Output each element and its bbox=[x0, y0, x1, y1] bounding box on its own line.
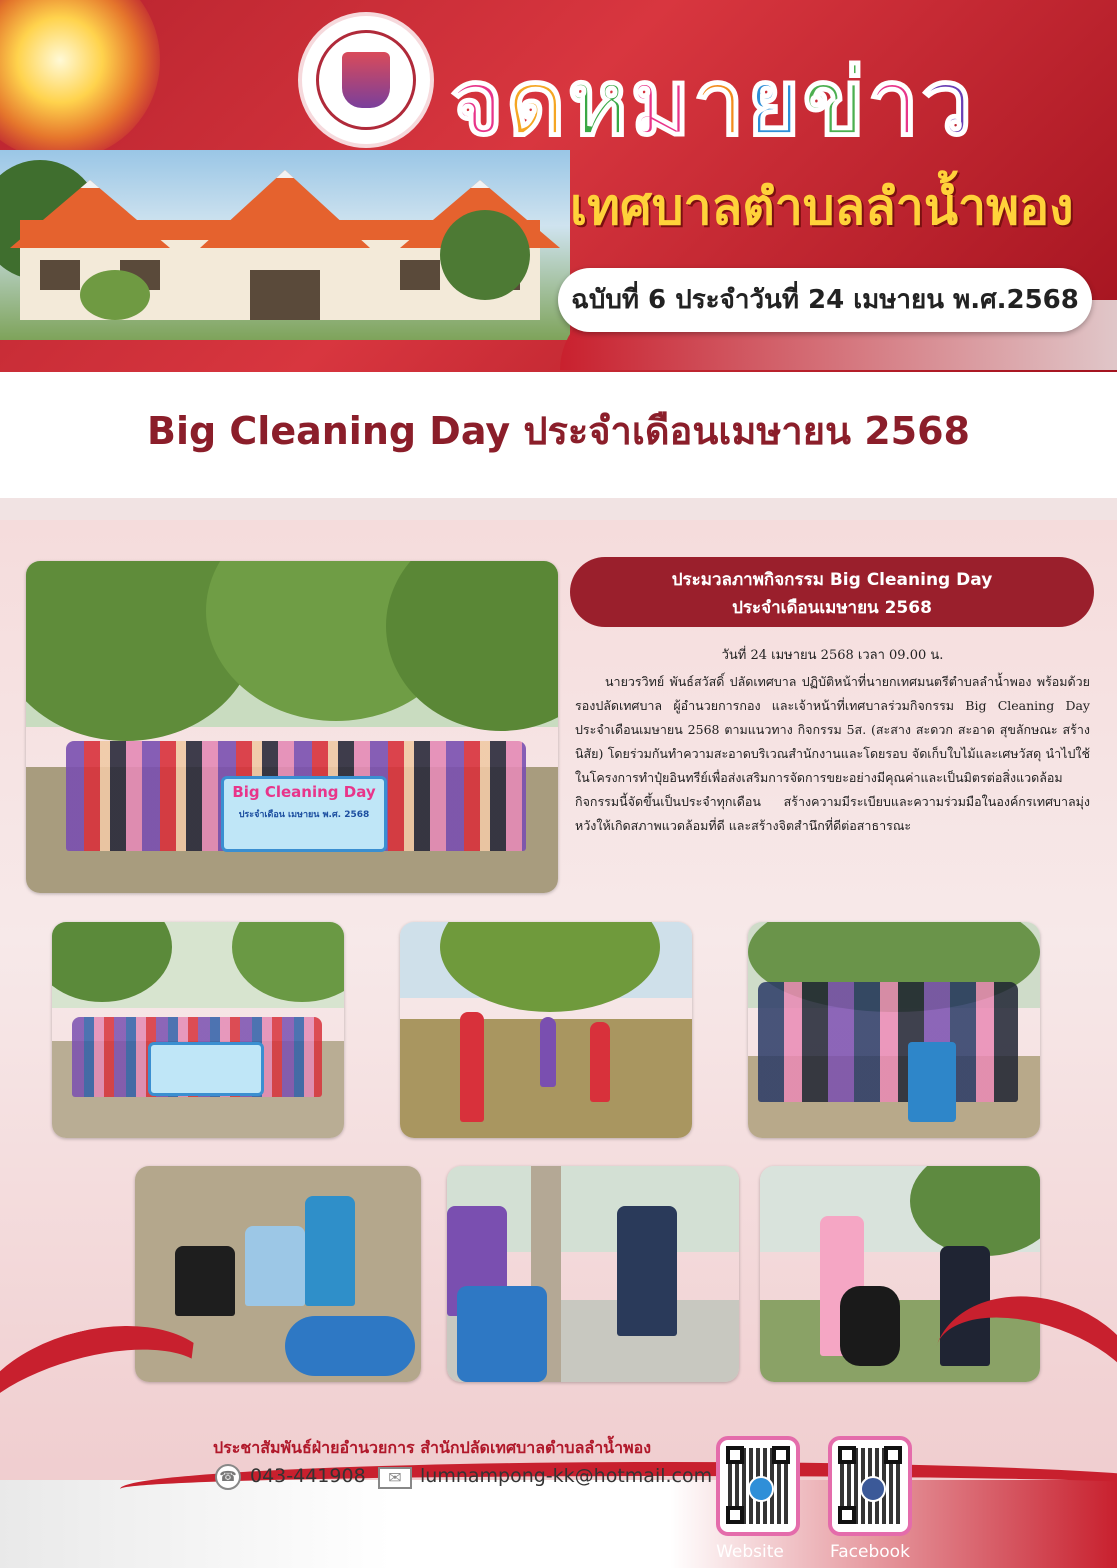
article-date: วันที่ 24 เมษายน 2568 เวลา 09.00 น. bbox=[721, 648, 944, 663]
article-title-line1: ประมวลภาพกิจกรรม Big Cleaning Day bbox=[671, 570, 993, 590]
article-body: นายวรวิทย์ พันธ์สวัสดิ์ ปลัดเทศบาล ปฏิบัติหน้าที่นายกเทศมนตรีตำบลลำน้ำพอง พร้อมด้วยรองปลัดเทศบาล ผู้อำนวยการกอง และเจ้าหน้าที่เทศบาลร่วมกิจกรรม Big Cleaning Day ประจำเดือนเมษายน 2568 ตามแนวทาง กิจกรรม 5ส. (สะสาง สะดวก สะอาด สุขลักษณะ สร้างนิสัย) โดยร่วมกันทำความสะอาดบริเวณสำนักงานและโดยรอบ จัดเก็บใบไม้และเศษวัสดุ นำไปใช้ในโครงการทำปุ๋ยอินทรีย์เพื่อส่งเสริมการจัดการขยะอย่างมีคุณค่าและเป็นมิตรต่อสิ่งแวดล้อมกิจกรรมนี้จัดขึ้นเป็นประจำทุกเดือน สร้างความมีระเบียบและความร่วมมือในองค์กรเทศบาลมุ่งหวังให้เกิดสภาพแวดล้อมที่ดี และสร้างจิตสำนึกที่ดีต่อสาธารณะ bbox=[575, 674, 1090, 833]
photo-group-banner bbox=[52, 922, 344, 1138]
phone-number: 043-441908 bbox=[250, 1465, 366, 1487]
photo-tree-bin bbox=[447, 1166, 739, 1382]
title-letter: ห bbox=[567, 49, 631, 156]
footer-organization: ประชาสัมพันธ์ฝ่ายอำนวยการ สำนักปลัดเทศบาลตำบลลำน้ำพอง bbox=[213, 1438, 652, 1457]
issue-pill bbox=[558, 268, 1092, 332]
photo-sweeping bbox=[400, 922, 692, 1138]
photo-bin-group bbox=[748, 922, 1040, 1138]
phone-icon: ☎ bbox=[215, 1464, 241, 1490]
title-letter: ข่ bbox=[802, 49, 868, 156]
title-letter: ย bbox=[746, 49, 803, 156]
photo-banner-line1: Big Cleaning Day bbox=[232, 783, 376, 801]
sun-graphic bbox=[0, 0, 160, 160]
globe-icon bbox=[748, 1476, 774, 1502]
title-letter: ว bbox=[921, 49, 975, 156]
facebook-icon bbox=[860, 1476, 886, 1502]
masthead bbox=[0, 0, 1117, 372]
qr-website-label: Website bbox=[716, 1542, 784, 1562]
qr-facebook[interactable] bbox=[828, 1436, 912, 1536]
title-letter: า bbox=[867, 49, 922, 156]
municipality-seal bbox=[298, 12, 434, 148]
photo-banner-line2: ประจำเดือน เมษายน พ.ศ. 2568 bbox=[238, 810, 370, 820]
title-letter: จ bbox=[450, 49, 506, 156]
newsletter-title bbox=[450, 28, 1110, 156]
mail-icon: ✉ bbox=[378, 1467, 412, 1489]
title-letter: ด bbox=[505, 49, 568, 156]
photo-group-main bbox=[26, 561, 558, 893]
issue-date: ฉบับที่ 6 ประจำวันที่ 24 เมษายน พ.ศ.2568 bbox=[571, 285, 1079, 315]
headline: Big Cleaning Day ประจำเดือนเมษายน 2568 bbox=[147, 409, 970, 453]
office-building-photo bbox=[0, 150, 570, 340]
divider bbox=[0, 498, 1117, 520]
article-title-line2: ประจำเดือนเมษายน 2568 bbox=[732, 598, 932, 618]
title-letter: ม bbox=[630, 49, 693, 156]
qr-facebook-label: Facebook bbox=[830, 1542, 910, 1562]
qr-website[interactable] bbox=[716, 1436, 800, 1536]
email-address: lumnampong-kk@hotmail.com bbox=[420, 1465, 713, 1487]
municipality-name: เทศบาลตำบลลำน้ำพอง bbox=[570, 178, 1074, 236]
title-letter: า bbox=[692, 49, 747, 156]
